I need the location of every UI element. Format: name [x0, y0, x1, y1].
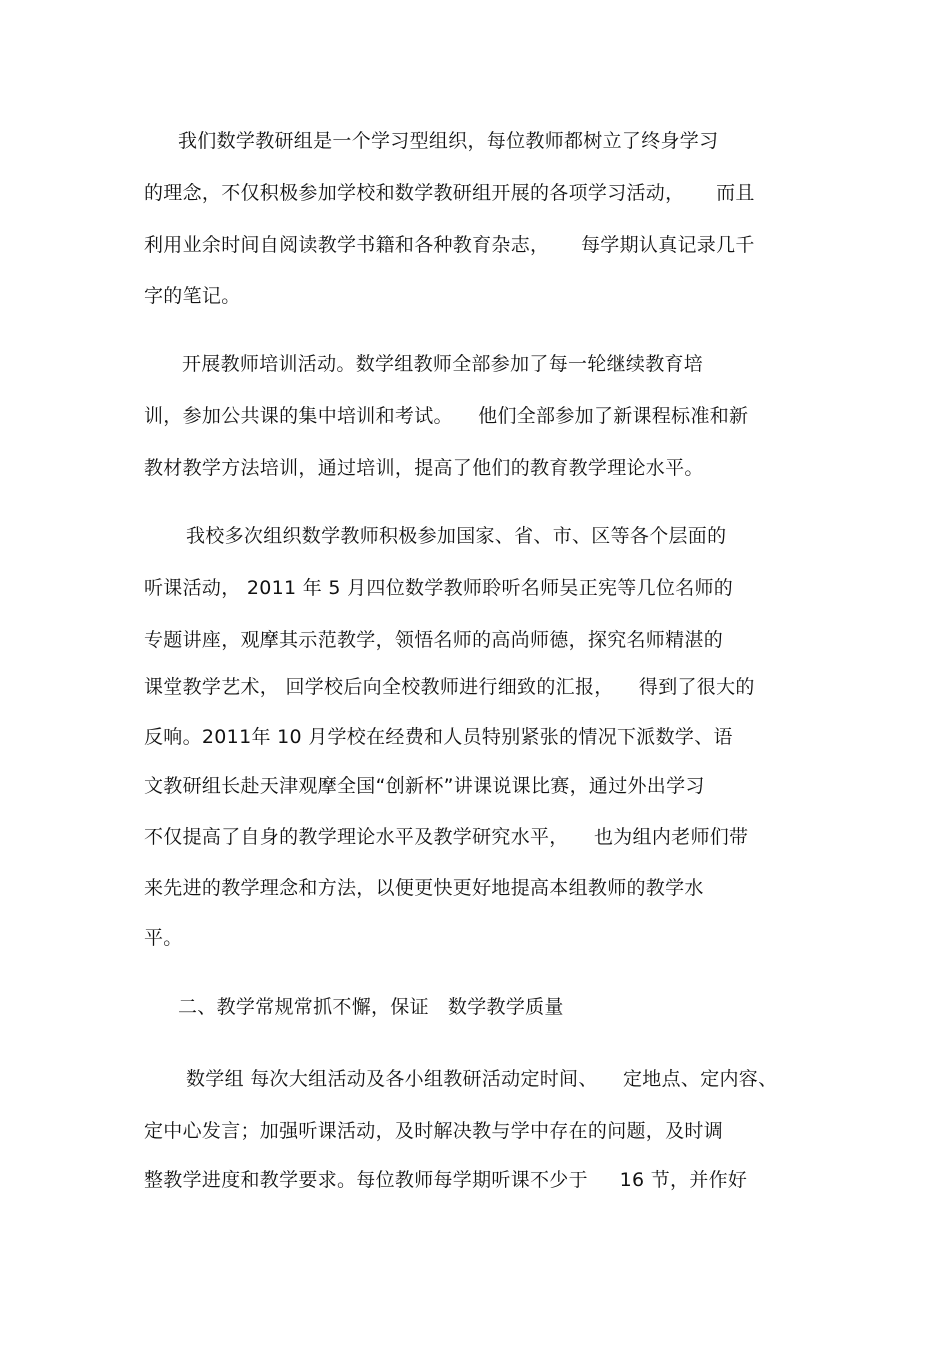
- paragraph-3-line-7: 不仅提高了自身的教学理论水平及教学研究水平， 也为组内老师们带: [144, 826, 749, 848]
- paragraph-3-line-2: 听课活动， 2011 年 5 月四位数学教师聆听名师吴正宪等几位名师的: [144, 577, 734, 599]
- paragraph-2-line-2: 训，参加公共课的集中培训和考试。 他们全部参加了新课程标准和新: [144, 405, 749, 427]
- paragraph-2-line-3: 教材教学方法培训，通过培训，提高了他们的教育教学理论水平。: [144, 457, 704, 479]
- paragraph-3-line-8: 来先进的教学理念和方法，以便更快更好地提高本组教师的教学水: [144, 877, 704, 899]
- paragraph-5-line-3: 整教学进度和教学要求。每位教师每学期听课不少于 16 节，并作好: [144, 1169, 748, 1191]
- paragraph-1-line-1: 我们数学教研组是一个学习型组织，每位教师都树立了终身学习: [178, 130, 719, 152]
- paragraph-5-line-2: 定中心发言；加强听课活动，及时解决教与学中存在的问题，及时调: [144, 1120, 724, 1142]
- paragraph-2-line-1: 开展教师培训活动。数学组教师全部参加了每一轮继续教育培: [182, 353, 704, 375]
- paragraph-3-line-6: 文教研组长赴天津观摩全国“创新杯”讲课说课比赛，通过外出学习: [144, 775, 705, 797]
- paragraph-3-line-9: 平。: [144, 927, 183, 949]
- paragraph-3-line-1: 我校多次组织数学教师积极参加国家、省、市、区等各个层面的: [186, 525, 727, 547]
- paragraph-1-line-2: 的理念，不仅积极参加学校和数学教研组开展的各项学习活动， 而且: [144, 182, 755, 204]
- paragraph-3-line-5: 反响。2011年 10 月学校在经费和人员特别紧张的情况下派数学、语: [144, 726, 733, 748]
- paragraph-1-line-3: 利用业余时间自阅读教学书籍和各种教育杂志， 每学期认真记录几千: [144, 234, 755, 256]
- paragraph-5-line-1: 数学组 每次大组活动及各小组教研活动定时间、 定地点、定内容、: [186, 1068, 778, 1090]
- paragraph-3-line-4: 课堂教学艺术， 回学校后向全校教师进行细致的汇报， 得到了很大的: [144, 676, 755, 698]
- paragraph-1-line-4: 字的笔记。: [144, 285, 241, 307]
- paragraph-3-line-3: 专题讲座，观摩其示范教学，领悟名师的高尚师德，探究名师精湛的: [144, 629, 724, 651]
- section-heading: 二、教学常规常抓不懈，保证 数学教学质量: [178, 996, 564, 1018]
